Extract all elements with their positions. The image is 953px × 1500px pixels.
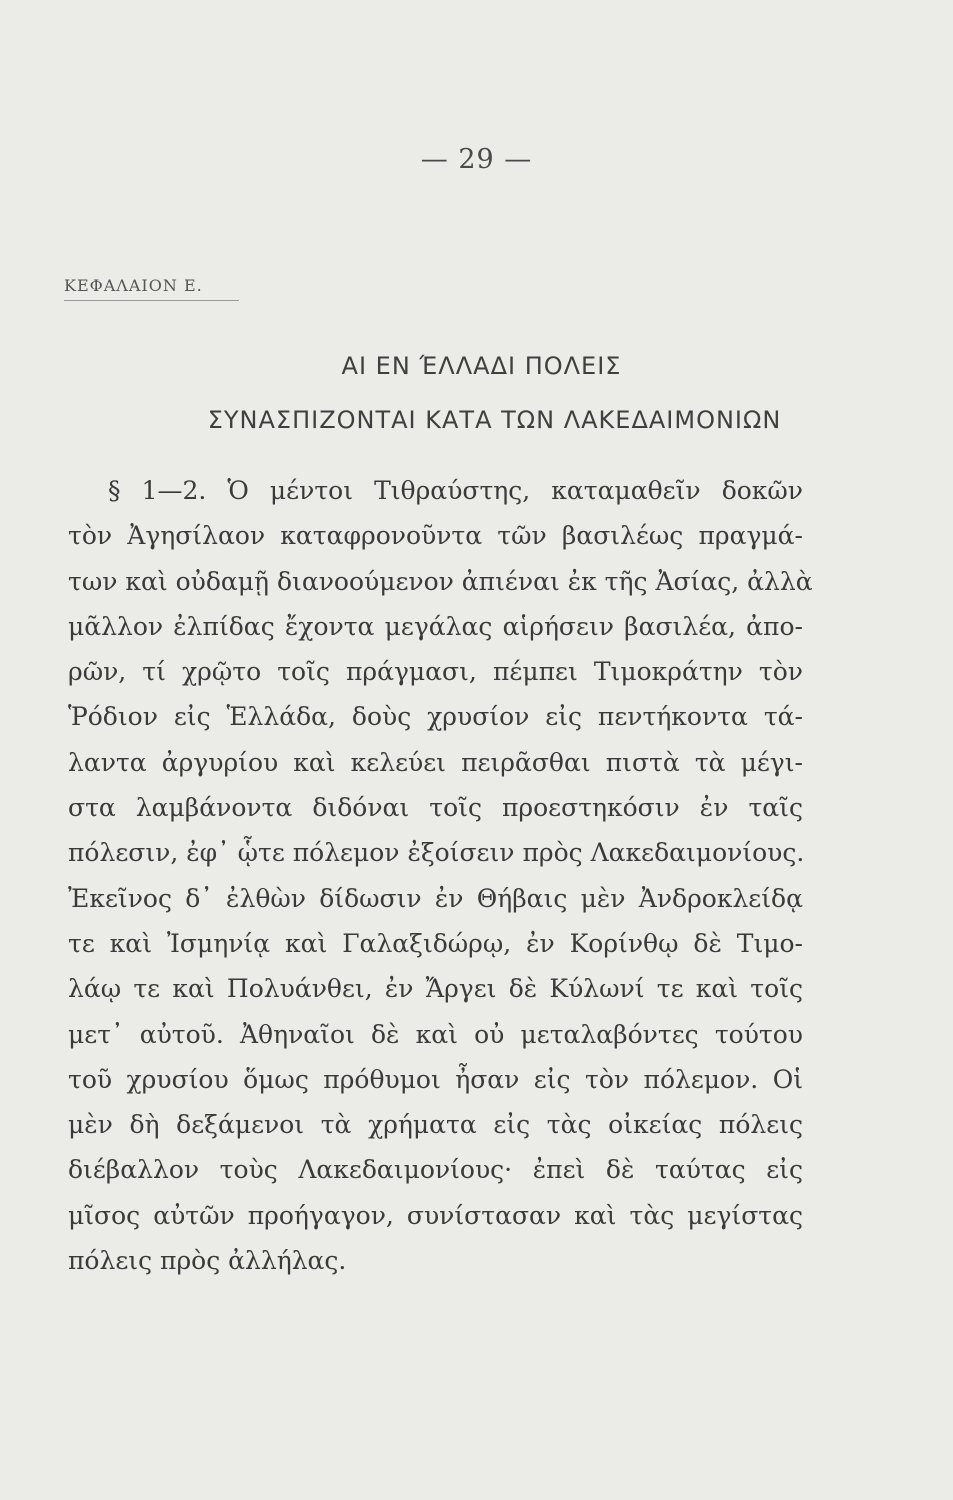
page-number: — 29 — xyxy=(420,144,533,175)
body-line: των καὶ οὐδαμῇ διανοούμενον ἀπιέναι ἐκ τῆς Ἀσίας, ἀλλὰ xyxy=(68,566,813,596)
body-line: πόλεις πρὸς ἀλλήλας. xyxy=(68,1246,347,1276)
body-line: τοῦ χρυσίου ὅμως πρόθυμοι ἦσαν εἰς τὸν πόλεμον. Οἱ xyxy=(68,1064,803,1094)
body-line: διέβαλλον τοὺς Λακεδαιμονίους· ἐπεὶ δὲ ταύτας εἰς xyxy=(68,1155,803,1185)
body-line: τὸν Ἀγησίλαον καταφρονοῦντα τῶν βασιλέως πραγμά- xyxy=(68,521,803,551)
chapter-title-line-1: ΑΙ ΕΝ ΈΛΛΑΔΙ ΠΟΛΕΙΣ xyxy=(341,352,622,380)
body-line: ρῶν, τί χρῷτο τοῖς πράγμασι, πέμπει Τιμοκράτην τὸν xyxy=(68,657,803,687)
body-line: στα λαμβάνοντα διδόναι τοῖς προεστηκόσιν ἐν ταῖς xyxy=(68,793,803,823)
body-line: § 1—2. Ὁ μέντοι Τιθραύστης, καταμαθεῖν δοκῶν xyxy=(108,476,803,505)
body-line: Ἐκεῖνος δ᾽ ἐλθὼν δίδωσιν ἐν Θήβαις μὲν Ἀνδροκλείδᾳ xyxy=(68,883,803,913)
body-line: τε καὶ Ἰσμηνίᾳ καὶ Γαλαξιδώρῳ, ἐν Κορίνθῳ δὲ Τιμο- xyxy=(68,928,803,958)
body-line: μῖσος αὐτῶν προήγαγον, συνίστασαν καὶ τὰς μεγίστας xyxy=(68,1200,803,1230)
chapter-label: ΚΕΦΑΛΑΙΟΝ Ε. xyxy=(64,276,203,295)
body-line: Ῥόδιον εἰς Ἑλλάδα, δοὺς χρυσίον εἰς πεντήκοντα τά- xyxy=(68,702,803,732)
body-line: λάῳ τε καὶ Πολυάνθει, ἐν Ἄργει δὲ Κύλωνί τε καὶ τοῖς xyxy=(68,974,803,1004)
body-line: μετ᾽ αὐτοῦ. Ἀθηναῖοι δὲ καὶ οὐ μεταλαβόντες τούτου xyxy=(68,1019,803,1049)
chapter-rule xyxy=(64,300,239,301)
chapter-title-line-2: ΣΥΝΑΣΠΙΖΟΝΤΑΙ ΚΑΤΑ ΤΩΝ ΛΑΚΕΔΑΙΜΟΝΙΩΝ xyxy=(207,406,782,434)
body-line: πόλεσιν, ἐφ᾽ ᾧτε πόλεμον ἐξοίσειν πρὸς Λακεδαιμονίους. xyxy=(68,838,805,868)
body-line: μᾶλλον ἐλπίδας ἔχοντα μεγάλας αἱρήσειν βασιλέα, ἀπο- xyxy=(68,611,803,641)
body-text xyxy=(68,468,813,1283)
body-line: μὲν δὴ δεξάμενοι τὰ χρήματα εἰς τὰς οἰκείας πόλεις xyxy=(68,1110,803,1140)
body-line: λαντα ἀργυρίου καὶ κελεύει πειρᾶσθαι πιστὰ τὰ μέγι- xyxy=(68,747,803,777)
